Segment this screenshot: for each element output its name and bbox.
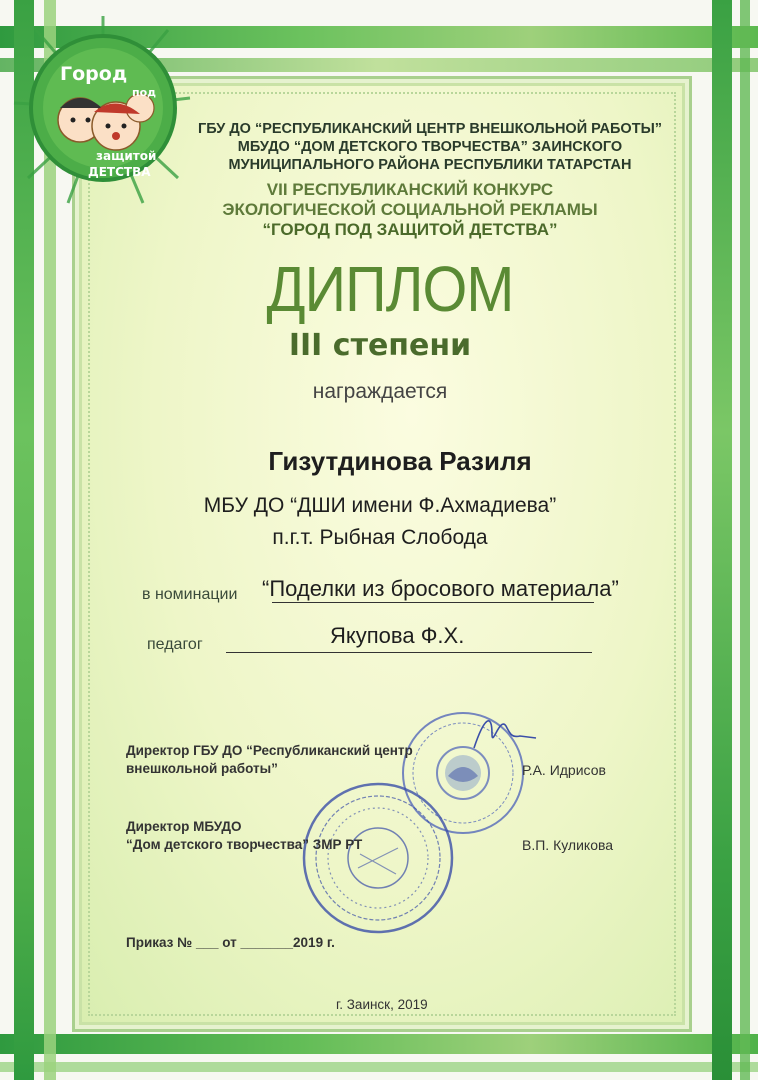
organizer-line-1: ГБУ ДО “РЕСПУБЛИКАНСКИЙ ЦЕНТР ВНЕШКОЛЬНОЙ РАБОТЫ”	[197, 121, 663, 137]
nomination-value: “Поделки из бросового материала”	[262, 576, 619, 601]
nomination-label: в номинации	[142, 586, 238, 603]
recipient-place: п.г.т. Рыбная Слобода	[272, 526, 488, 549]
city-year: г. Заинск, 2019	[336, 997, 428, 1012]
contest-line-2: ЭКОЛОГИЧЕСКОЙ СОЦИАЛЬНОЙ РЕКЛАМЫ	[222, 200, 598, 219]
teacher-underline	[226, 652, 592, 653]
border-stripe-bottom-thin	[0, 1062, 758, 1072]
awarded-label: награждается	[312, 380, 448, 403]
logo-text-pod: под	[132, 86, 157, 99]
order-line: Приказ № ___ от _______2019 г.	[126, 935, 335, 950]
director2-title-line1: Директор МБУДО	[126, 819, 242, 834]
logo-text-gorod: Город	[60, 63, 128, 85]
contest-line-3: “ГОРОД ПОД ЗАЩИТОЙ ДЕТСТВА”	[262, 220, 558, 239]
director2-title-line2: “Дом детского творчества” ЗМР РТ	[126, 837, 363, 852]
director1-name: Р.А. Идрисов	[522, 762, 606, 778]
contest-line-1: VII РЕСПУБЛИКАНСКИЙ КОНКУРС	[266, 180, 554, 199]
organizer-line-3: МУНИЦИПАЛЬНОГО РАЙОНА РЕСПУБЛИКИ ТАТАРСТАН	[228, 157, 632, 173]
organizer-line-2: МБУДО “ДОМ ДЕТСКОГО ТВОРЧЕСТВА” ЗАИНСКОГО	[237, 139, 623, 155]
border-stripe-right	[712, 0, 732, 1080]
director1-title-line1: Директор ГБУ ДО “Республиканский центр	[126, 743, 413, 758]
contest-block	[130, 180, 690, 240]
director1-title	[126, 742, 413, 778]
director2-name: В.П. Куликова	[522, 837, 614, 853]
signature-idrisov	[470, 708, 540, 758]
diploma-degree: III степени	[288, 328, 472, 363]
recipient-school: МБУ ДО “ДШИ имени Ф.Ахмадиева”	[203, 494, 557, 517]
teacher-label: педагог	[147, 636, 203, 653]
border-stripe-bottom	[0, 1034, 758, 1054]
border-stripe-right-thin	[740, 0, 750, 1080]
logo-text-zashitoy: защитой	[96, 149, 157, 163]
director1-title-line2: внешкольной работы”	[126, 761, 278, 776]
nomination-underline	[272, 602, 594, 603]
logo-text-detstva: ДЕТСТВА	[88, 165, 151, 179]
contest-logo	[8, 8, 198, 208]
director2-title	[126, 818, 362, 854]
stamp-ddt	[298, 778, 458, 938]
organizer-block	[150, 120, 710, 174]
diploma-title: ДИПЛОМ	[266, 253, 514, 325]
teacher-value: Якупова Ф.Х.	[330, 623, 465, 648]
recipient-name: Гизутдинова Разиля	[268, 446, 532, 476]
